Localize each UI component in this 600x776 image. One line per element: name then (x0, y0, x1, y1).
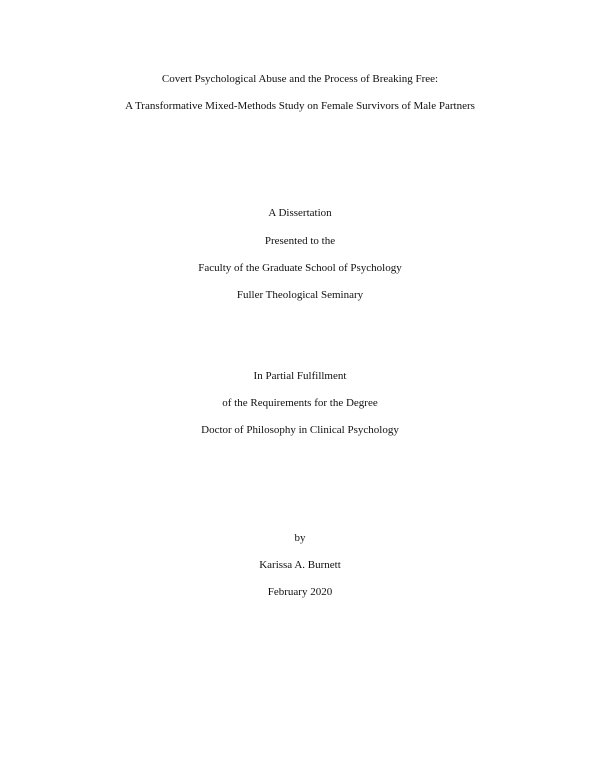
presented-to: Presented to the (264, 235, 336, 247)
title-line-2: A Transformative Mixed-Methods Study on Female Survivors of Male Partners (125, 100, 475, 112)
submission-date: February 2020 (267, 586, 333, 598)
institution-name: Fuller Theological Seminary (236, 289, 364, 301)
by-label: by (294, 532, 306, 544)
document-type: A Dissertation (268, 207, 332, 219)
faculty-name: Faculty of the Graduate School of Psychology (198, 262, 402, 274)
title-line-1: Covert Psychological Abuse and the Process of Breaking Free: (161, 73, 439, 85)
requirements-statement: of the Requirements for the Degree (222, 397, 378, 409)
fulfillment-statement: In Partial Fulfillment (253, 370, 347, 382)
degree-name: Doctor of Philosophy in Clinical Psychology (201, 424, 399, 436)
author-name: Karissa A. Burnett (259, 559, 341, 571)
